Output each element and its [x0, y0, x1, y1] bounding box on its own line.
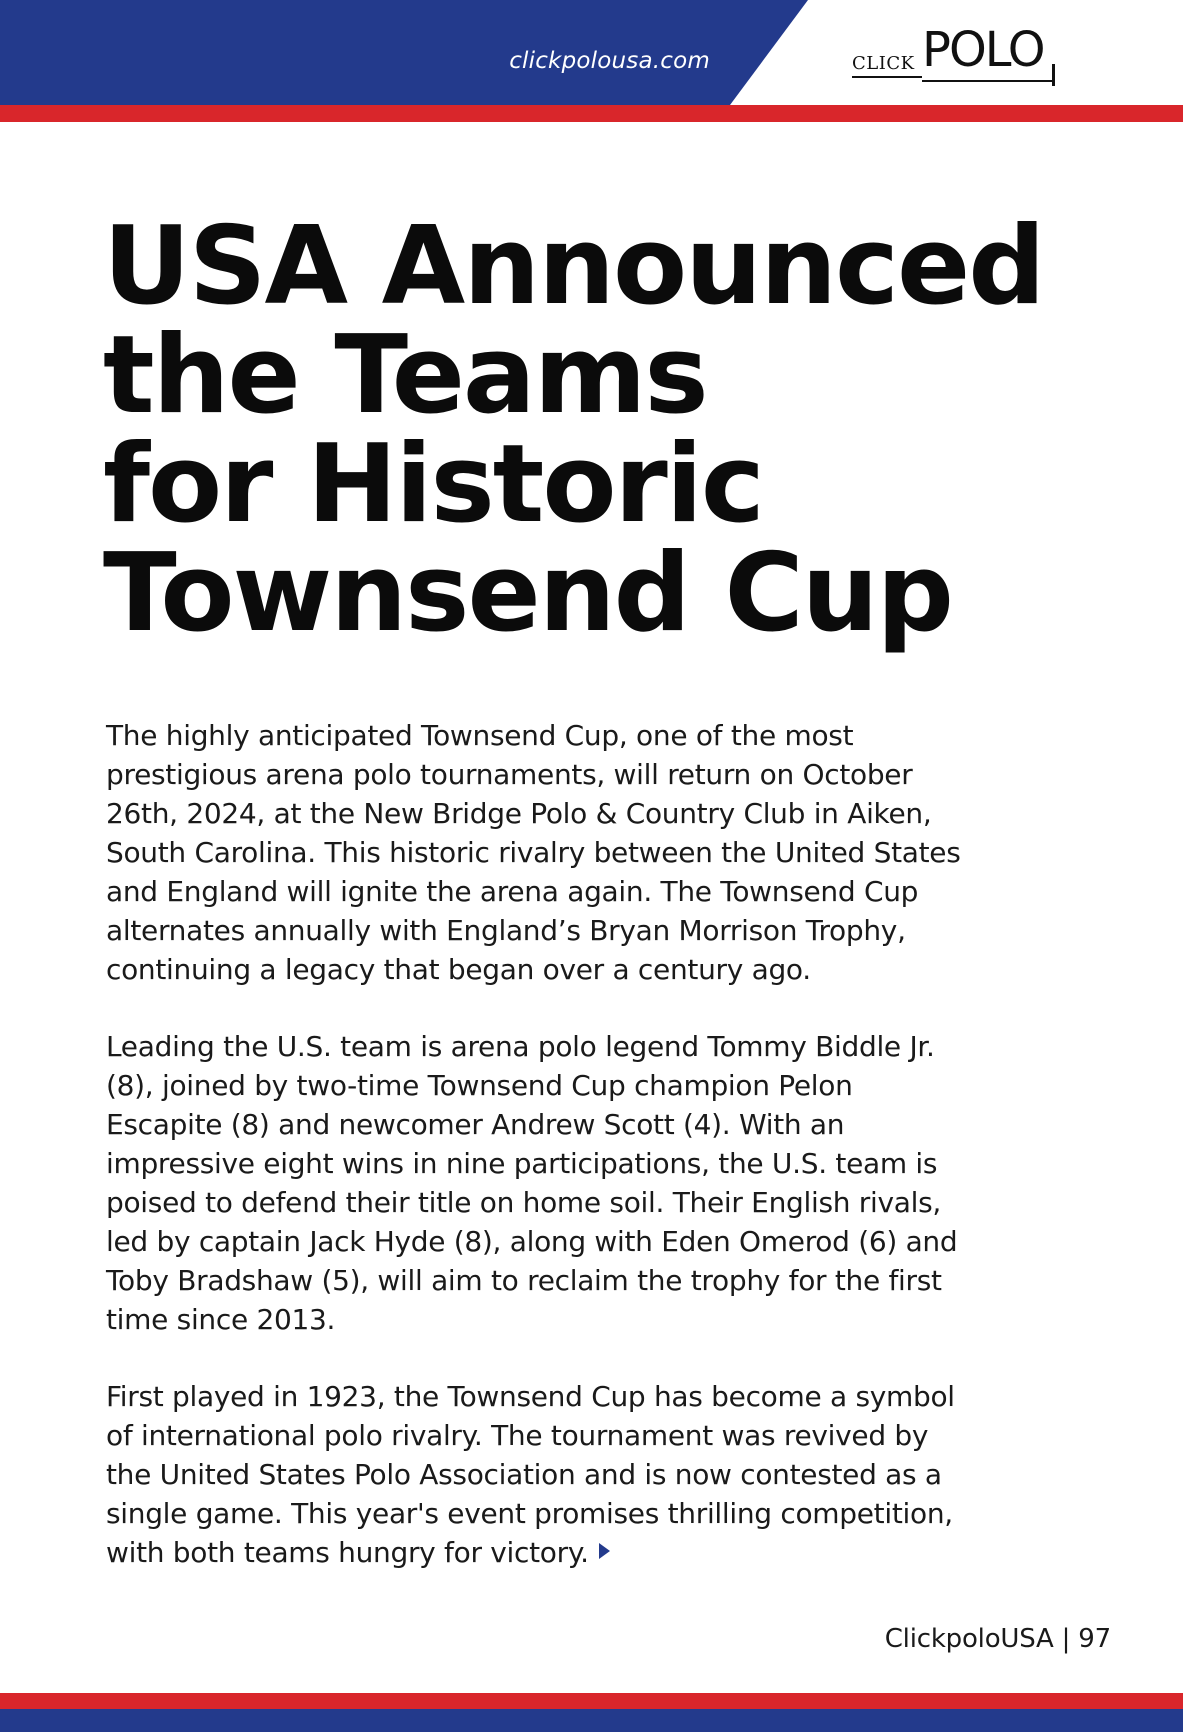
footer-red-stripe [0, 1693, 1183, 1709]
text-line: of international polo rivalry. The tournament was revived by [106, 1419, 929, 1452]
article-paragraph-3 [106, 1377, 1066, 1572]
title-line: for Historic [103, 422, 763, 547]
text-line: South Carolina. This historic rivalry between the United States [106, 836, 961, 869]
text-line-last [106, 1533, 1066, 1572]
header-red-stripe [0, 105, 1183, 122]
text-line: time since 2013. [106, 1303, 336, 1336]
logo-polo-underline [922, 80, 1054, 82]
text-line: Leading the U.S. team is arena polo legend Tommy Biddle Jr. [106, 1030, 935, 1063]
footer-blue-band [0, 1709, 1183, 1732]
article-title [103, 204, 1103, 656]
text-line-final: with both teams hungry for victory. [106, 1536, 589, 1569]
text-line: The highly anticipated Townsend Cup, one of the most [106, 719, 854, 752]
text-line: impressive eight wins in nine participations, the U.S. team is [106, 1147, 938, 1180]
text-line: Escapite (8) and newcomer Andrew Scott (4). With an [106, 1108, 845, 1141]
text-line: single game. This year's event promises thrilling competition, [106, 1497, 953, 1530]
text-line: First played in 1923, the Townsend Cup has become a symbol [106, 1380, 955, 1413]
text-line: the United States Polo Association and is now contested as a [106, 1458, 942, 1491]
title-line: Townsend Cup [103, 531, 952, 656]
text-line: Toby Bradshaw (5), will aim to reclaim the trophy for the first [106, 1264, 942, 1297]
text-line: continuing a legacy that began over a century ago. [106, 953, 811, 986]
triangle-right-icon [599, 1543, 610, 1559]
logo-polo-text: POLO [922, 22, 1044, 78]
text-line: 26th, 2024, at the New Bridge Polo & Country Club in Aiken, [106, 797, 932, 830]
article-paragraph-2 [106, 1027, 1066, 1339]
text-line: (8), joined by two-time Townsend Cup champion Pelon [106, 1069, 853, 1102]
title-line: the Teams [103, 313, 707, 438]
logo-polo-tick [1052, 64, 1055, 86]
site-url: clickpolousa.com [509, 48, 710, 74]
logo-click-text: CLICK [852, 53, 915, 74]
page-header [0, 0, 1183, 124]
article-paragraph-1 [106, 716, 1066, 989]
logo-click-underline [852, 76, 922, 78]
clickpolo-logo [852, 22, 1062, 90]
page-number-label: ClickpoloUSA | 97 [884, 1624, 1111, 1654]
title-line: USA Announced [103, 204, 1044, 329]
text-line: led by captain Jack Hyde (8), along with Eden Omerod (6) and [106, 1225, 958, 1258]
text-line: alternates annually with England’s Bryan Morrison Trophy, [106, 914, 906, 947]
text-line: prestigious arena polo tournaments, will return on October [106, 758, 913, 791]
text-line: and England will ignite the arena again. The Townsend Cup [106, 875, 919, 908]
text-line: poised to defend their title on home soil. Their English rivals, [106, 1186, 941, 1219]
article-body [106, 716, 1066, 1610]
